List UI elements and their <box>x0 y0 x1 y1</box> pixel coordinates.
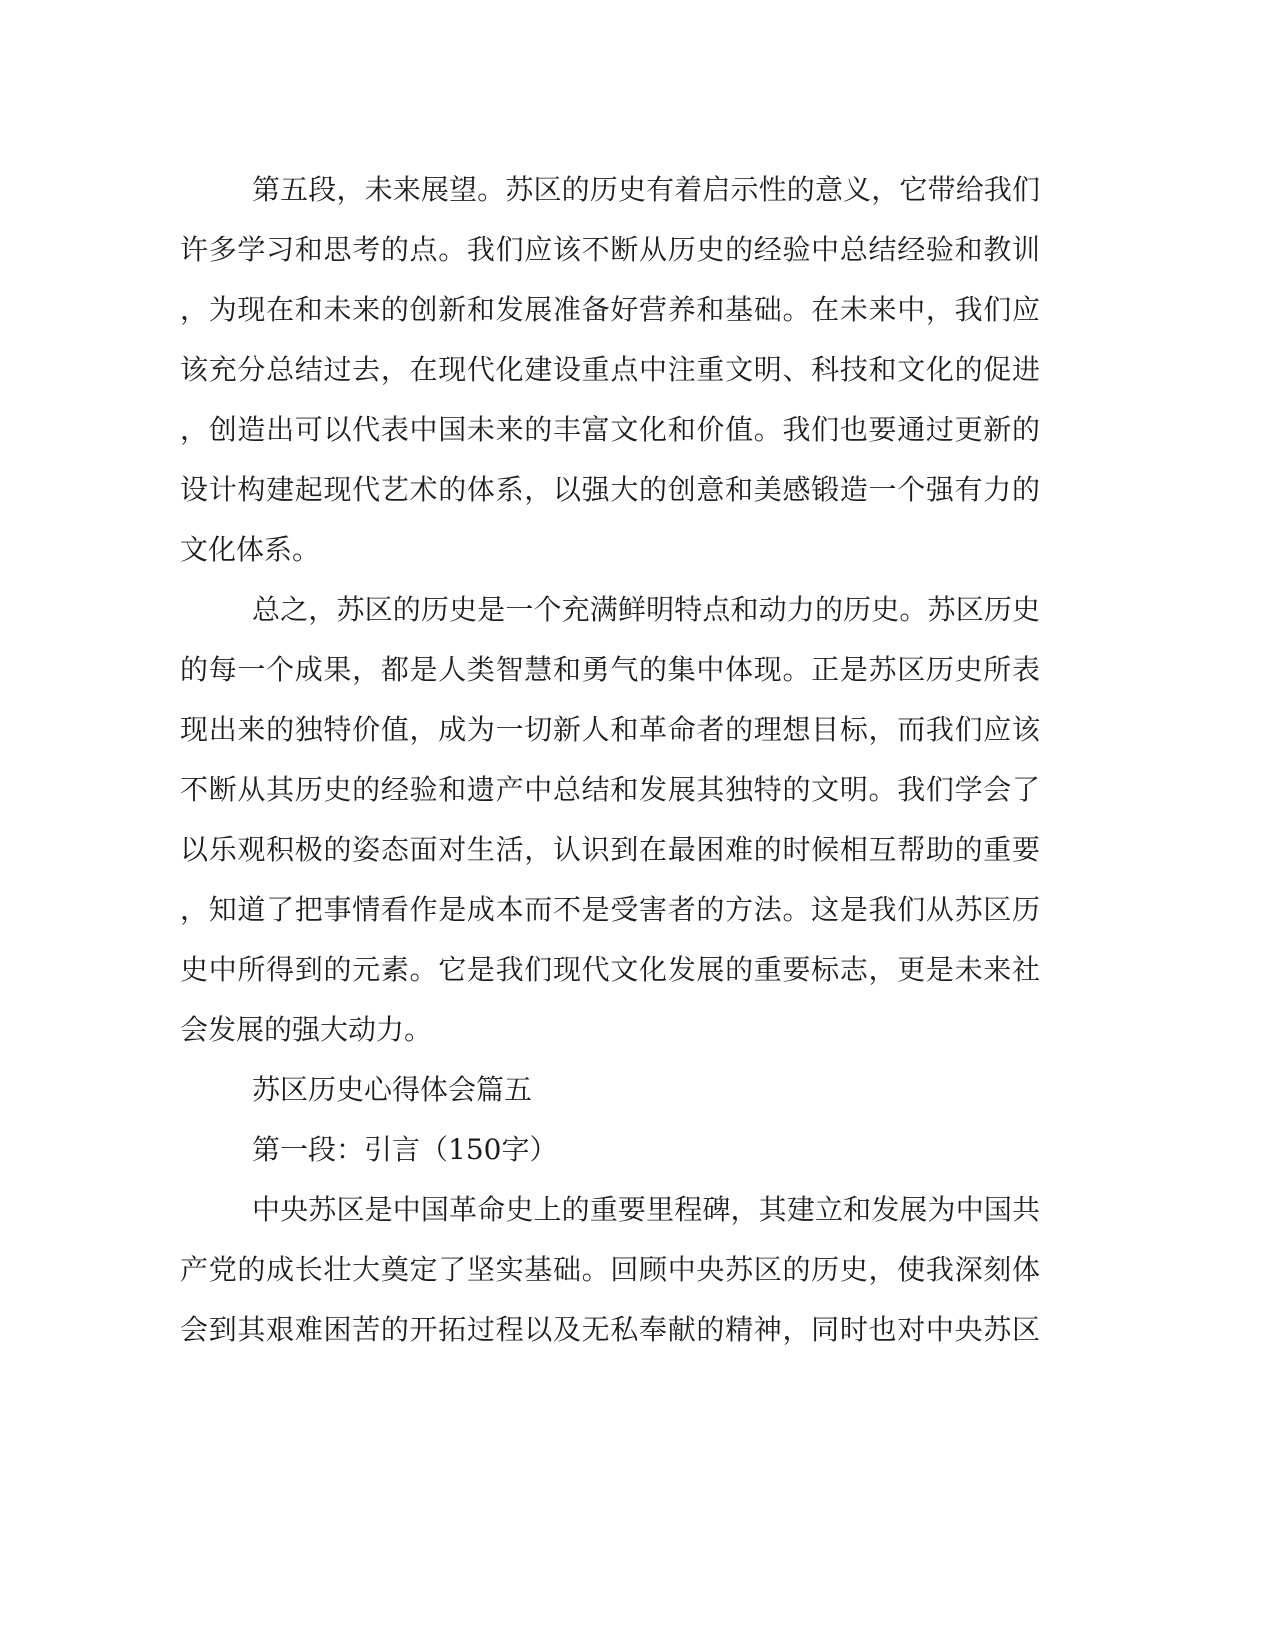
text-line: 该充分总结过去，在现代化建设重点中注重文明、科技和文化的促进 <box>180 353 1040 386</box>
text-line: ，知道了把事情看作是成本而不是受害者的方法。这是我们从苏区历 <box>180 893 1040 926</box>
text-line: 以乐观积极的姿态面对生活，认识到在最困难的时候相互帮助的重要 <box>180 833 1040 866</box>
text-line: 产党的成长壮大奠定了坚实基础。回顾中央苏区的历史，使我深刻体 <box>180 1253 1040 1286</box>
document-body <box>180 160 1040 1360</box>
text-line: 史中所得到的元素。它是我们现代文化发展的重要标志，更是未来社 <box>180 953 1040 986</box>
paragraph-conclusion <box>180 580 1040 1060</box>
text-line: 的每一个成果，都是人类智慧和勇气的集中体现。正是苏区历史所表 <box>180 653 1040 686</box>
text-line: 文化体系。 <box>180 533 321 566</box>
text-line: 会到其艰难困苦的开拓过程以及无私奉献的精神，同时也对中央苏区 <box>180 1313 1040 1346</box>
text-line: 不断从其历史的经验和遗产中总结和发展其独特的文明。我们学会了 <box>180 773 1040 806</box>
paragraph-intro <box>180 1180 1040 1360</box>
text-line: 第五段，未来展望。苏区的历史有着启示性的意义，它带给我们 <box>252 173 1040 206</box>
paragraph-future-outlook <box>180 160 1040 580</box>
text-line: 中央苏区是中国革命史上的重要里程碑，其建立和发展为中国共 <box>252 1193 1040 1226</box>
section-title: 苏区历史心得体会篇五 <box>252 1073 533 1106</box>
text-line: 总之，苏区的历史是一个充满鲜明特点和动力的历史。苏区历史 <box>252 593 1040 626</box>
text-line: 现出来的独特价值，成为一切新人和革命者的理想目标，而我们应该 <box>180 713 1040 746</box>
text-line: 会发展的强大动力。 <box>180 1013 433 1046</box>
text-line: 许多学习和思考的点。我们应该不断从历史的经验中总结经验和教训 <box>180 233 1040 266</box>
subheading: 第一段：引言（150字） <box>252 1133 558 1166</box>
text-line: ，创造出可以代表中国未来的丰富文化和价值。我们也要通过更新的 <box>180 413 1040 446</box>
text-line: ，为现在和未来的创新和发展准备好营养和基础。在未来中，我们应 <box>180 293 1040 326</box>
text-line: 设计构建起现代艺术的体系，以强大的创意和美感锻造一个强有力的 <box>180 473 1040 506</box>
